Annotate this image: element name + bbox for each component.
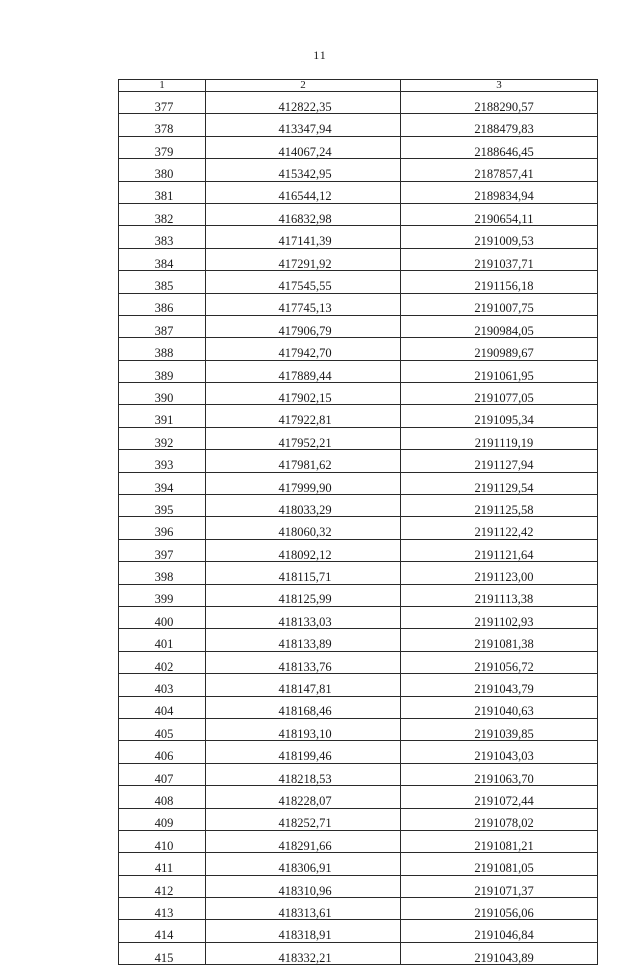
table-row xyxy=(119,853,598,875)
point-number-cell: 411 xyxy=(119,853,206,875)
point-number-cell: 383 xyxy=(119,226,206,248)
point-number-cell: 414 xyxy=(119,920,206,942)
x-coordinate-cell: 417981,62 xyxy=(206,450,401,472)
table-row xyxy=(119,136,598,158)
x-coordinate-cell: 416544,12 xyxy=(206,181,401,203)
point-number-cell: 394 xyxy=(119,472,206,494)
point-number-cell: 404 xyxy=(119,696,206,718)
table-row xyxy=(119,203,598,225)
table-row xyxy=(119,495,598,517)
y-coordinate-cell: 2191122,42 xyxy=(401,517,598,539)
table-row xyxy=(119,114,598,136)
point-number-cell: 409 xyxy=(119,808,206,830)
x-coordinate-cell: 418199,46 xyxy=(206,741,401,763)
point-number-cell: 395 xyxy=(119,495,206,517)
x-coordinate-cell: 418092,12 xyxy=(206,539,401,561)
x-coordinate-cell: 416832,98 xyxy=(206,203,401,225)
x-coordinate-cell: 417141,39 xyxy=(206,226,401,248)
point-number-cell: 393 xyxy=(119,450,206,472)
table-row xyxy=(119,763,598,785)
point-number-cell: 385 xyxy=(119,271,206,293)
y-coordinate-cell: 2191056,72 xyxy=(401,651,598,673)
y-coordinate-cell: 2188646,45 xyxy=(401,136,598,158)
y-coordinate-cell: 2191121,64 xyxy=(401,539,598,561)
y-coordinate-cell: 2191081,05 xyxy=(401,853,598,875)
point-number-cell: 384 xyxy=(119,248,206,270)
table-row xyxy=(119,450,598,472)
table-row xyxy=(119,741,598,763)
table-row xyxy=(119,674,598,696)
x-coordinate-cell: 418252,71 xyxy=(206,808,401,830)
y-coordinate-cell: 2191156,18 xyxy=(401,271,598,293)
x-coordinate-cell: 417889,44 xyxy=(206,360,401,382)
point-number-cell: 391 xyxy=(119,405,206,427)
y-coordinate-cell: 2189834,94 xyxy=(401,181,598,203)
column-header-3: 3 xyxy=(401,80,598,92)
x-coordinate-cell: 417545,55 xyxy=(206,271,401,293)
point-number-cell: 396 xyxy=(119,517,206,539)
y-coordinate-cell: 2187857,41 xyxy=(401,159,598,181)
x-coordinate-cell: 418306,91 xyxy=(206,853,401,875)
table-row xyxy=(119,562,598,584)
point-number-cell: 397 xyxy=(119,539,206,561)
y-coordinate-cell: 2191039,85 xyxy=(401,718,598,740)
x-coordinate-cell: 417952,21 xyxy=(206,427,401,449)
y-coordinate-cell: 2191009,53 xyxy=(401,226,598,248)
x-coordinate-cell: 417942,70 xyxy=(206,338,401,360)
table-row xyxy=(119,517,598,539)
y-coordinate-cell: 2191119,19 xyxy=(401,427,598,449)
table-row xyxy=(119,159,598,181)
table-row xyxy=(119,808,598,830)
x-coordinate-cell: 418033,29 xyxy=(206,495,401,517)
y-coordinate-cell: 2190984,05 xyxy=(401,315,598,337)
y-coordinate-cell: 2191113,38 xyxy=(401,584,598,606)
y-coordinate-cell: 2190654,11 xyxy=(401,203,598,225)
table-header-row xyxy=(119,80,598,92)
table-row xyxy=(119,942,598,964)
table-row xyxy=(119,338,598,360)
x-coordinate-cell: 418147,81 xyxy=(206,674,401,696)
x-coordinate-cell: 418291,66 xyxy=(206,830,401,852)
y-coordinate-cell: 2191037,71 xyxy=(401,248,598,270)
table-row xyxy=(119,875,598,897)
y-coordinate-cell: 2191081,38 xyxy=(401,629,598,651)
table-row xyxy=(119,383,598,405)
x-coordinate-cell: 417999,90 xyxy=(206,472,401,494)
point-number-cell: 380 xyxy=(119,159,206,181)
x-coordinate-cell: 418125,99 xyxy=(206,584,401,606)
y-coordinate-cell: 2191007,75 xyxy=(401,293,598,315)
y-coordinate-cell: 2191102,93 xyxy=(401,606,598,628)
x-coordinate-cell: 418115,71 xyxy=(206,562,401,584)
table-row xyxy=(119,920,598,942)
x-coordinate-cell: 418133,76 xyxy=(206,651,401,673)
y-coordinate-cell: 2191071,37 xyxy=(401,875,598,897)
table-row xyxy=(119,181,598,203)
y-coordinate-cell: 2191043,89 xyxy=(401,942,598,964)
x-coordinate-cell: 418332,21 xyxy=(206,942,401,964)
point-number-cell: 382 xyxy=(119,203,206,225)
point-number-cell: 403 xyxy=(119,674,206,696)
point-number-cell: 381 xyxy=(119,181,206,203)
point-number-cell: 388 xyxy=(119,338,206,360)
point-number-cell: 408 xyxy=(119,786,206,808)
column-header-2: 2 xyxy=(206,80,401,92)
point-number-cell: 410 xyxy=(119,830,206,852)
point-number-cell: 405 xyxy=(119,718,206,740)
table-body xyxy=(119,92,598,965)
x-coordinate-cell: 418133,03 xyxy=(206,606,401,628)
y-coordinate-cell: 2191043,03 xyxy=(401,741,598,763)
point-number-cell: 392 xyxy=(119,427,206,449)
point-number-cell: 386 xyxy=(119,293,206,315)
y-coordinate-cell: 2191063,70 xyxy=(401,763,598,785)
table-row xyxy=(119,584,598,606)
point-number-cell: 377 xyxy=(119,92,206,114)
table-row xyxy=(119,405,598,427)
y-coordinate-cell: 2191123,00 xyxy=(401,562,598,584)
table-row xyxy=(119,606,598,628)
y-coordinate-cell: 2190989,67 xyxy=(401,338,598,360)
y-coordinate-cell: 2191081,21 xyxy=(401,830,598,852)
y-coordinate-cell: 2191046,84 xyxy=(401,920,598,942)
x-coordinate-cell: 413347,94 xyxy=(206,114,401,136)
point-number-cell: 412 xyxy=(119,875,206,897)
x-coordinate-cell: 418168,46 xyxy=(206,696,401,718)
x-coordinate-cell: 414067,24 xyxy=(206,136,401,158)
table-row xyxy=(119,248,598,270)
x-coordinate-cell: 418133,89 xyxy=(206,629,401,651)
x-coordinate-cell: 415342,95 xyxy=(206,159,401,181)
table-row xyxy=(119,271,598,293)
point-number-cell: 407 xyxy=(119,763,206,785)
y-coordinate-cell: 2191043,79 xyxy=(401,674,598,696)
y-coordinate-cell: 2191078,02 xyxy=(401,808,598,830)
point-number-cell: 402 xyxy=(119,651,206,673)
x-coordinate-cell: 412822,35 xyxy=(206,92,401,114)
y-coordinate-cell: 2191125,58 xyxy=(401,495,598,517)
column-header-1: 1 xyxy=(119,80,206,92)
y-coordinate-cell: 2188479,83 xyxy=(401,114,598,136)
table-row xyxy=(119,472,598,494)
point-number-cell: 389 xyxy=(119,360,206,382)
x-coordinate-cell: 417291,92 xyxy=(206,248,401,270)
point-number-cell: 399 xyxy=(119,584,206,606)
table-row xyxy=(119,898,598,920)
point-number-cell: 390 xyxy=(119,383,206,405)
table-row xyxy=(119,629,598,651)
y-coordinate-cell: 2191077,05 xyxy=(401,383,598,405)
x-coordinate-cell: 418313,61 xyxy=(206,898,401,920)
x-coordinate-cell: 418310,96 xyxy=(206,875,401,897)
point-number-cell: 387 xyxy=(119,315,206,337)
table-row xyxy=(119,226,598,248)
point-number-cell: 401 xyxy=(119,629,206,651)
x-coordinate-cell: 418060,32 xyxy=(206,517,401,539)
x-coordinate-cell: 418318,91 xyxy=(206,920,401,942)
table-row xyxy=(119,360,598,382)
table-row xyxy=(119,315,598,337)
point-number-cell: 400 xyxy=(119,606,206,628)
x-coordinate-cell: 417906,79 xyxy=(206,315,401,337)
table-row xyxy=(119,427,598,449)
y-coordinate-cell: 2191061,95 xyxy=(401,360,598,382)
y-coordinate-cell: 2191056,06 xyxy=(401,898,598,920)
y-coordinate-cell: 2191129,54 xyxy=(401,472,598,494)
table-row xyxy=(119,293,598,315)
point-number-cell: 378 xyxy=(119,114,206,136)
table-row xyxy=(119,651,598,673)
table-row xyxy=(119,830,598,852)
point-number-cell: 398 xyxy=(119,562,206,584)
page-number: 11 xyxy=(313,48,327,62)
table-row xyxy=(119,696,598,718)
point-number-cell: 406 xyxy=(119,741,206,763)
y-coordinate-cell: 2191095,34 xyxy=(401,405,598,427)
table-row xyxy=(119,718,598,740)
table-row xyxy=(119,539,598,561)
table-row xyxy=(119,786,598,808)
point-number-cell: 379 xyxy=(119,136,206,158)
point-number-cell: 415 xyxy=(119,942,206,964)
y-coordinate-cell: 2191072,44 xyxy=(401,786,598,808)
x-coordinate-cell: 417745,13 xyxy=(206,293,401,315)
x-coordinate-cell: 418228,07 xyxy=(206,786,401,808)
point-number-cell: 413 xyxy=(119,898,206,920)
y-coordinate-cell: 2191040,63 xyxy=(401,696,598,718)
x-coordinate-cell: 417902,15 xyxy=(206,383,401,405)
y-coordinate-cell: 2188290,57 xyxy=(401,92,598,114)
coordinates-table xyxy=(118,79,598,965)
x-coordinate-cell: 418218,53 xyxy=(206,763,401,785)
y-coordinate-cell: 2191127,94 xyxy=(401,450,598,472)
table-row xyxy=(119,92,598,114)
x-coordinate-cell: 418193,10 xyxy=(206,718,401,740)
x-coordinate-cell: 417922,81 xyxy=(206,405,401,427)
